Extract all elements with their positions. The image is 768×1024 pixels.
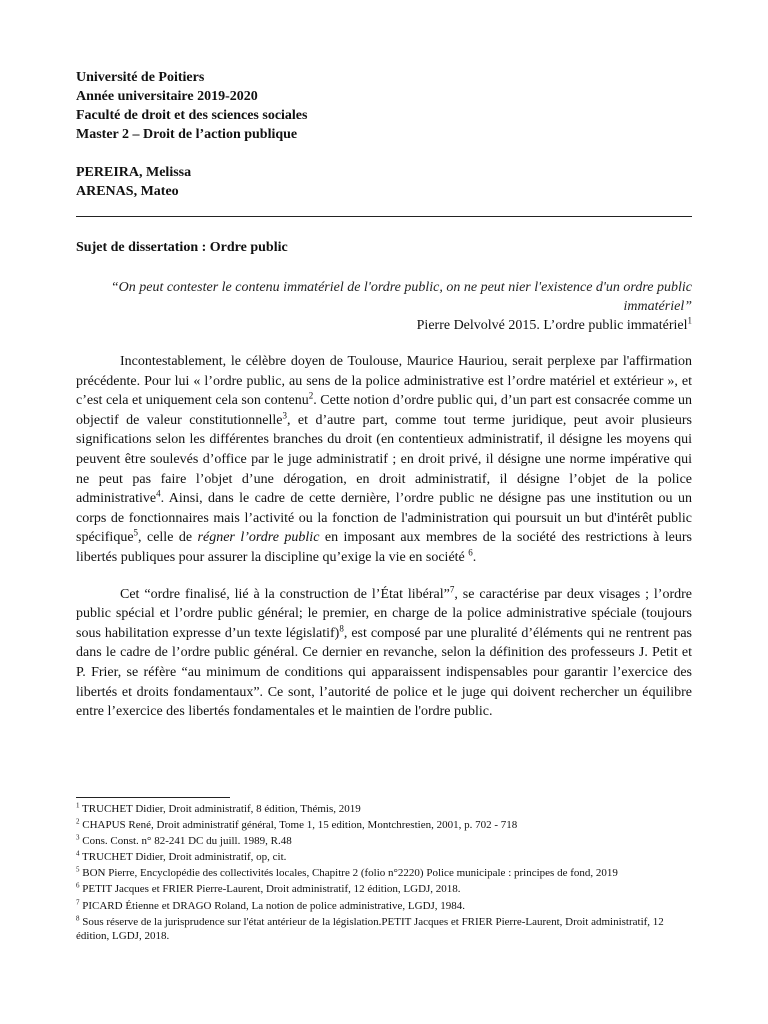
footnotes (76, 802, 692, 945)
academic-year: Année universitaire 2019-2020 (76, 89, 258, 104)
footnote-ref: 8 (339, 623, 344, 634)
footnote-item: $^7$ PICARD Étienne et DRAGO Roland, La notion de police administrative, LGDJ, 1984. (76, 897, 466, 912)
university-name: Université de Poitiers (76, 70, 205, 85)
footnote-ref: 4 (156, 488, 161, 499)
epigraph-source: Pierre Delvolvé 2015. L’ordre public immatériel$^1$ (416, 315, 692, 333)
footnote-item: $^5$ BON Pierre, Encyclopédie des collectivités locales, Chapitre 2 (folio n°2220) Police municipale : principes de fond, 2019 (76, 865, 618, 880)
footnote-item: $^3$ Cons. Const. n° 82-241 DC du juill. 1989, R.48 (76, 833, 292, 848)
dissertation-body (76, 352, 692, 722)
epigraph-quote: “On peut contester le contenu immatériel de l'ordre public, on ne peut nier l'existence d'un ordre public immatériel” (110, 280, 692, 314)
footnote-ref: 5 (133, 527, 139, 538)
authors (76, 163, 191, 201)
author-name: ARENAS, Mateo (76, 184, 179, 199)
footnote-item: $^6$ PETIT Jacques et FRIER Pierre-Laurent, Droit administratif, 12 édition, LGDJ, 2018. (76, 881, 461, 896)
document-header (76, 68, 307, 144)
paragraph-intro: Incontestablement, le célèbre doyen de Toulouse, Maurice Hauriou, serait perplexe par l'affirmation précédente. Pour lui « l’ordre public, au sens de la police administrative est l’ordre matériel et extérieur », et c’est cela et uniquement cela son contenu$^2$. Cette notion d’ordre public qui, d’un part est consacrée comme un objectif de valeur constitutionnelle$^3$, et d’autre part, comme tout terme juridique, peut avoir plusieurs significations selon les différentes branches du droit (en contentieux administratif, il désigne les moyens qui peuvent être soulevés d’office par le juge administratif ; en droit privé, il désigne une norme impérative qui ne peut pas faire l’objet d’une dérogation, en droit administratif, il désigne l’objet de la police administrative$^4$. Ainsi, dans le cadre de cette dernière, l’ordre public ne désigne pas une institution ou un corps de fonctionnaires mais l’activité ou la fonction de l'administration qui poursuit un but d'intérêt public spécifique$^5$, celle de régner l’ordre public en imposant aux membres de la société des restrictions à leurs libertés publiques pour assurer la discipline qu’exige la vie en société $^6$. (76, 354, 692, 565)
epigraph (76, 278, 692, 335)
footnote-ref: 3 (282, 410, 288, 421)
footnote-ref: 1 (687, 315, 692, 326)
paragraph-second: Cet “ordre finalisé, lié à la construction de l’État libéral”$^7$, se caractérise par deux visages ; l’ordre public spécial et l’ordre public général; le premier, en charge de la police administrative spéciale (toujours sous habilitation expresse d’un texte législatif)$^8$, est composé par une pluralité d’éléments qui ne rentrent pas dans le cadre de l’ordre public général. Ce dernier en revanche, selon la définition des professeurs J. Petit et P. Frier, se réfère “au minimum de conditions qui apparaissent indispensables pour garantir l’exercice des libertés et droits fondamentaux”. Ce sont, l’autorité de police et le juge qui doivent rechercher un équilibre entre l’exercice des libertés fondamentales et le maintien de l'ordre public. (76, 583, 693, 720)
master-program: Master 2 – Droit de l’action publique (76, 127, 298, 142)
footnote-separator (76, 797, 230, 798)
footnote-ref: 7 (449, 583, 455, 594)
footnote-item: $^2$ CHAPUS René, Droit administratif général, Tome 1, 15 edition, Montchrestien, 2001, p. 702 - 718 (76, 817, 518, 832)
dissertation-subject: Sujet de dissertation : Ordre public (76, 240, 288, 255)
footnote-item: $^8$ Sous réserve de la jurisprudence sur l'état antérieur de la législation.PETIT Jacques et FRIER Pierre-Laurent, Droit administratif, 12 édition, LGDJ, 2018. (76, 914, 664, 943)
footnote-item: $^4$ TRUCHET Didier, Droit administratif, op, cit. (76, 849, 287, 864)
author-name: PEREIRA, Melissa (76, 165, 192, 180)
footnote-item: $^1$ TRUCHET Didier, Droit administratif, 8 édition, Thémis, 2019 (76, 801, 361, 815)
header-divider (76, 216, 692, 217)
footnote-ref: 2 (308, 390, 314, 401)
footnote-ref: 6 (468, 547, 473, 558)
faculty-name: Faculté de droit et des sciences sociales (76, 108, 308, 123)
